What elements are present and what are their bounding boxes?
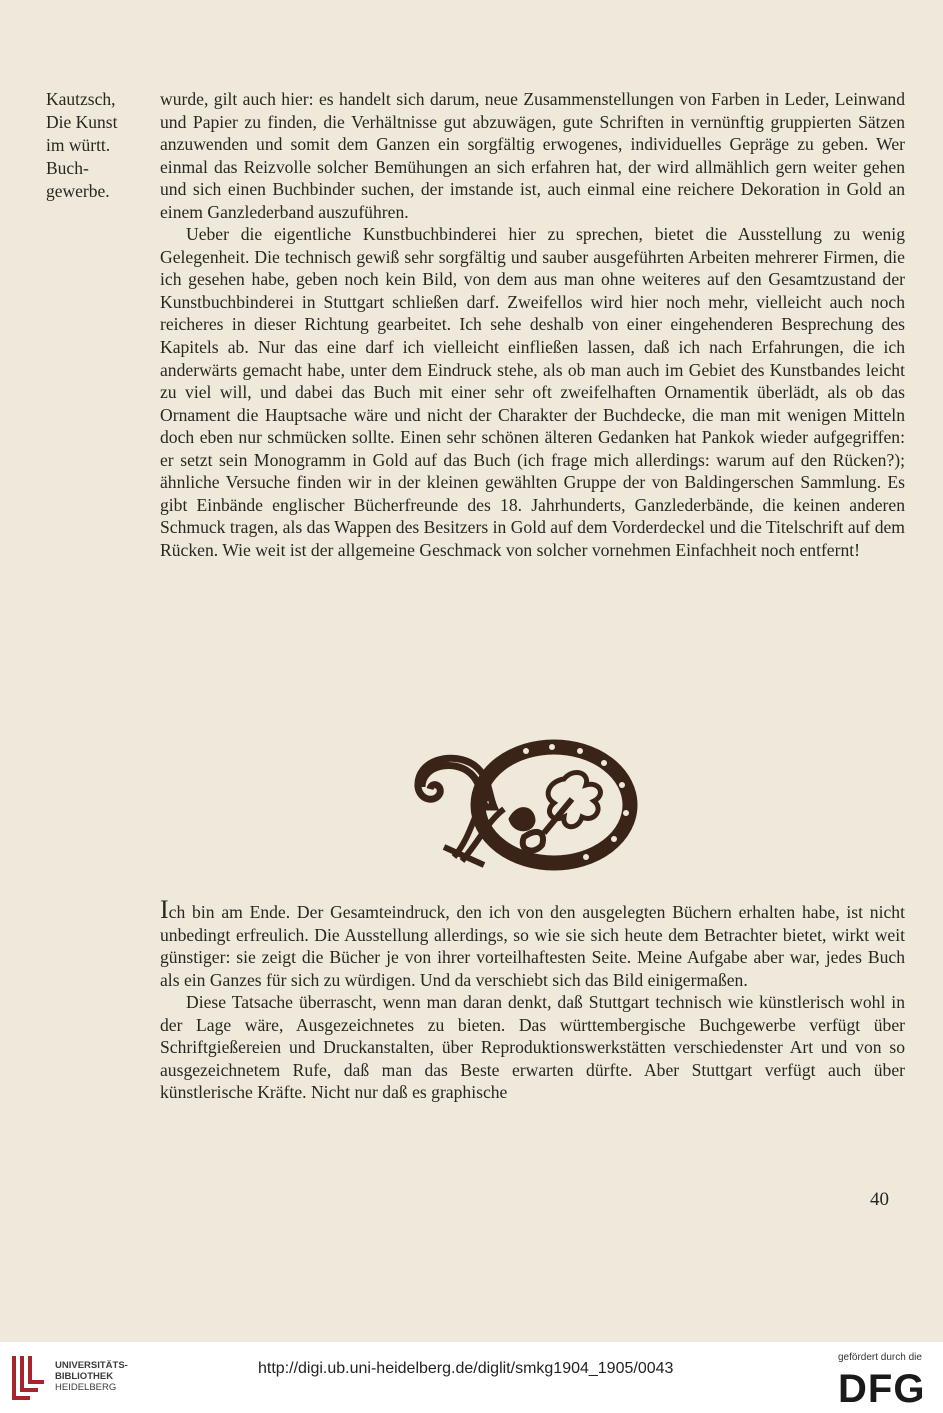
main-text-upper (160, 88, 905, 561)
paragraph-text: ch bin am Ende. Der Gesamteindruck, den ich von den ausgelegten Büchern erhalten habe, ist nicht unbedingt erfreulich. Die Ausstellung allerdings, so wie sie sich heute dem Betrachter bietet, wirkt weit günstiger: sie zeigt die Bücher je von ihrer vorteilhaftesten Seite. Meine Aufgabe aber war, jedes Buch als ein Ganzes für sich zu würdigen. Und da verschiebt sich das Bild einigermaßen. (160, 902, 905, 990)
marginal-line: Buch- (46, 158, 89, 178)
floral-vignette-ornament (414, 737, 640, 873)
funding-caption: gefördert durch die (838, 1352, 922, 1363)
main-text-lower (160, 895, 905, 1104)
paragraph: Ueber die eigentliche Kunstbuchbinderei hier zu sprechen, bietet die Ausstellung zu wenig Gelegenheit. Die technisch gewiß sehr sorgfältig und sauber ausgeführten Arbeiten mehrerer Firmen, die ich gesehen habe, geben noch kein Bild, von dem aus man ohne weiteres auf den Gesamtzustand der Kunstbuchbinderei in Stuttgart schließen darf. Zweifellos wird hier noch mehr, vielleicht auch noch reicheres in dieser Richtung gearbeitet. Ich sehe deshalb von einer eingehenderen Besprechung des Kapitels ab. Nur das eine darf ich vielleicht einfließen lassen, daß ich nach Erfahrungen, die ich anderwärts gemacht habe, unter dem Eindruck stehe, als ob man auch im Gebiet des Kunstbandes leicht zu viel will, und dabei das Buch mit einer sehr oft zweifelhaften Ornamentik überlädt, als ob das Ornament die Hauptsache wäre und nicht der Charakter der Buchdecke, die man mit wenigen Mitteln doch eben nur schmücken sollte. Einen sehr schönen älteren Gedanken hat Pankok wieder aufgegriffen: er setzt sein Monogramm in Gold auf das Buch (ich frage mich allerdings: warum auf den Rücken?); ähnliche Versuche finden wir in der kleinen gewählten Gruppe der von Baldingerschen Sammlung. Es gibt Einbände englischer Bücherfreunde des 18. Jahrhunderts, Ganzlederbände, die keinen anderen Schmuck tragen, als das Wappen des Besitzers in Gold auf dem Vorderdeckel und die Titelschrift auf dem Rücken. Wie weit ist der allgemeine Geschmack von solcher vornehmen Einfachheit noch entfernt! (160, 224, 905, 560)
source-url-link[interactable]: http://digi.ub.uni-heidelberg.de/diglit/smkg1904_1905/0043 (258, 1360, 674, 1377)
marginal-line: im württ. (46, 135, 111, 155)
dfg-logo: DFG (838, 1367, 926, 1411)
paragraph: wurde, gilt auch hier: es handelt sich darum, neue Zusammenstellungen von Farben in Leder, Leinwand und Papier zu finden, die Verhältnisse gut abzuwägen, gute Schriften in vernünftig gruppierten Sätzen anzuwenden und somit dem Ganzen ein sorgfältig erwogenes, individuelles Gepräge zu geben. Wer einmal das Reizvolle solcher Bemühungen an sich erfahren hat, der wird allmählich gern weiter gehen und sich einen Buchbinder suchen, der imstande ist, auch einmal eine reichere Dekoration in Gold an einem Ganzlederband auszuführen. (160, 89, 905, 222)
ub-heidelberg-logo-icon (10, 1352, 48, 1402)
marginal-line: Kautzsch, (46, 89, 116, 109)
digitization-footer (0, 1342, 943, 1413)
library-name: UNIVERSITÄTS- BIBLIOTHEK HEIDELBERG (55, 1360, 128, 1393)
paragraph: Diese Tatsache überrascht, wenn man daran denkt, daß Stuttgart technisch wie künstlerisch wohl in der Lage wäre, Ausgezeichnetes zu bieten. Das württembergische Buchgewerbe verfügt über Schriftgießereien und Druckanstalten, über Reproduktionswerkstätten verschiedenster Art und von so ausgezeichnetem Rufe, daß man das Beste erwarten dürfte. Aber Stuttgart verfügt auch über künstlerische Kräfte. Nicht nur daß es graphische (160, 992, 905, 1103)
marginal-line: Die Kunst (46, 112, 118, 132)
paragraph (160, 895, 905, 991)
marginal-note (46, 88, 146, 203)
page-number: 40 (870, 1189, 889, 1210)
marginal-line: gewerbe. (46, 181, 110, 201)
initial-letter: I (160, 895, 169, 924)
